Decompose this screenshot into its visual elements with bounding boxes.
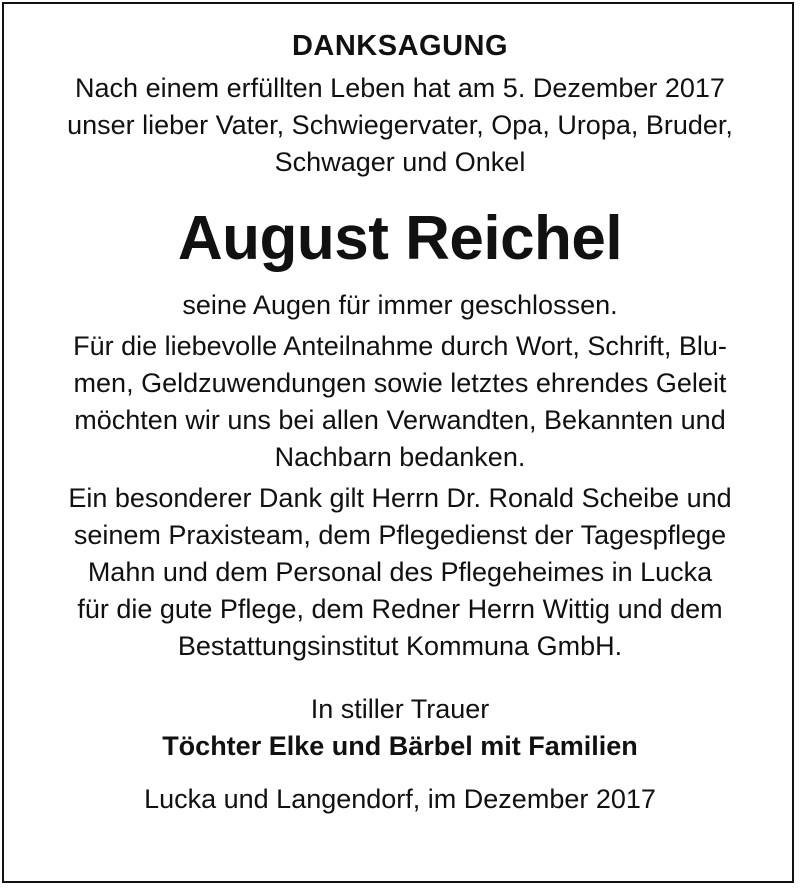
thanks-line: men, Geldzuwendungen sowie letztes ehrendes Geleit [73,368,727,398]
thanks-paragraph [28,328,772,476]
place-date-text: Lucka und Langendorf, im Dezember 2017 [144,784,656,814]
special-thanks-line: seinem Praxisteam, dem Pflegedienst der Tagespflege [73,520,727,550]
special-thanks-line: Ein besonderer Dank gilt Herrn Dr. Ronald Scheibe und [68,483,732,513]
deceased-name: August Reichel [177,204,623,273]
place-date [28,781,772,818]
special-thanks-paragraph [28,480,772,665]
special-thanks-line: Mahn und dem Personal des Pflegeheimes in Lucka [87,557,713,587]
intro-text [28,70,772,181]
thanks-line: Für die liebevolle Anteilnahme durch Wort, Schrift, Blu- [73,331,727,361]
special-thanks-line: Bestattungsinstitut Kommuna GmbH. [177,631,623,661]
special-thanks-line: für die gute Pflege, dem Redner Herrn Wittig und dem [77,594,723,624]
family-names: Töchter Elke und Bärbel mit Familien [162,731,638,761]
closing-phrase: seine Augen für immer geschlossen. [182,290,618,320]
mourning-phrase: In stiller Trauer [310,694,490,724]
thanks-line: möchten wir uns bei allen Verwandten, Bekannten und [74,405,726,435]
intro-line: Schwager und Onkel [274,147,526,177]
intro-line: Nach einem erfüllten Leben hat am 5. Dezember 2017 [75,73,725,103]
thanks-line: Nachbarn bedanken. [274,442,526,472]
intro-line: unser lieber Vater, Schwiegervater, Opa, Uropa, Bruder, [67,110,733,140]
obituary-notice [28,28,772,818]
signature-block [28,691,772,765]
notice-heading: DANKSAGUNG [291,30,509,62]
